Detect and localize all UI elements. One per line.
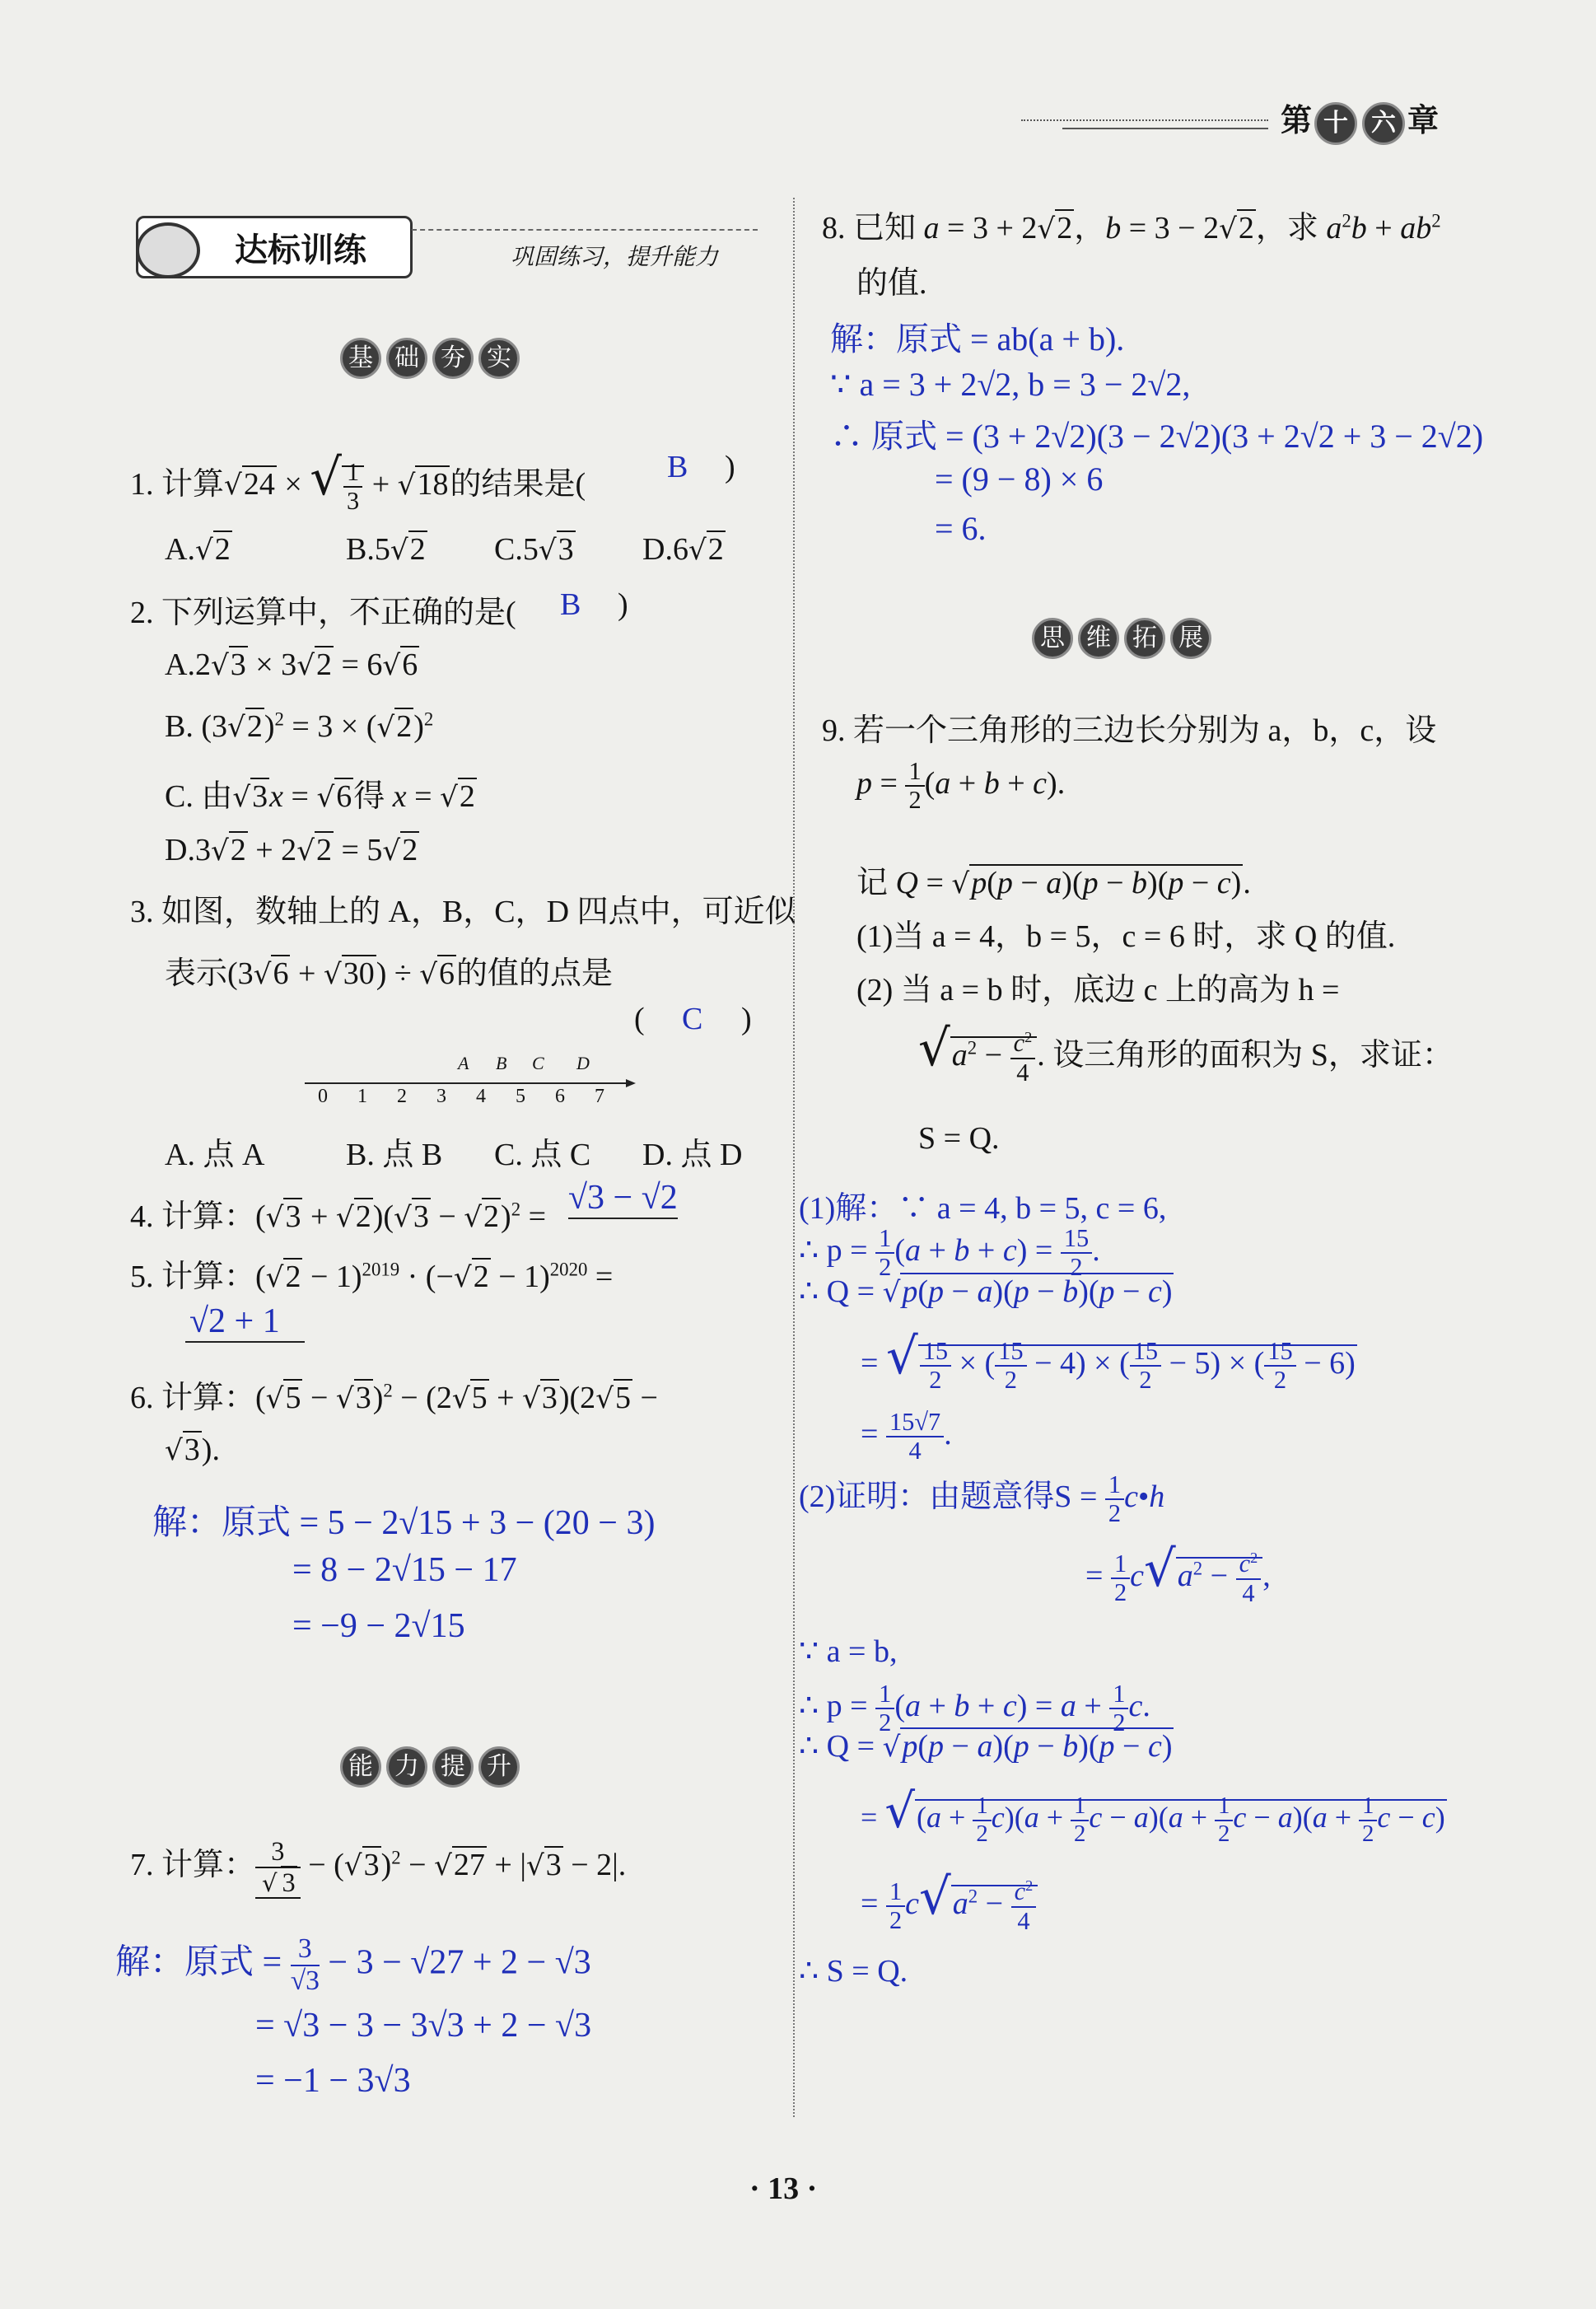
q6-sol-3: = −9 − 2√15 [292,1607,465,1645]
q1-close: ) [725,450,735,484]
section-title: 达标训练 [235,231,366,269]
q8-sol-3: ∴ 原式 = (3 + 2√2)(3 − 2√2)(3 + 2√2 + 3 − 2√2) [830,418,1484,455]
q2-opt-c: C. 由√3x = √6得 x = √2 [165,779,475,814]
point-D: D [576,1053,590,1073]
q7-stem: 7. 计算： $\frac{3}{√ 3}$ − $(√3)^2 - √27 + |√3 - 2|$. [130,1837,626,1899]
q1-answer: B [667,450,688,484]
q1-opt-a: A.√2 [165,532,231,567]
q9-sol-6: (2)证明：由题意得S = $\frac{1}{2}$ c•h [799,1470,1165,1528]
axis-4: 4 [476,1086,486,1107]
q2-opt-b: B. $(3√2)^2 = 3 \times (√2)^2$ [165,708,434,744]
q9-line7: S = Q. [918,1121,1000,1156]
q9-line2: p = $\frac{1}{2}$ (a + b + c). [856,757,1066,815]
q9-line4: (1)当 a = 4，b = 5，c = 6 时，求 Q 的值. [856,919,1396,954]
axis-5: 5 [516,1086,525,1107]
book-icon [136,222,200,278]
q3-opt-d: D. 点 D [642,1138,743,1172]
q5-stem: 5. 计算：$(√2 - 1)^{2019} \cdot (-√2 - 1)^{2020}$ = [130,1259,614,1294]
q9-sol-3: ∴ Q = √p(p − a)(p − b)(p − c) [799,1274,1173,1309]
axis-2: 2 [397,1086,407,1107]
q4-answer: √3 − √2 [568,1178,678,1219]
q2-stem: 2. 下列运算中，不正确的是( [130,596,516,630]
heading-basic: 基 础 夯 实 [338,338,522,379]
number-line [296,1046,642,1112]
q5-answer: √2 + 1 [185,1302,305,1343]
q1-opt-c: C.5√3 [494,532,574,567]
q7-sol-2: = √3 − 3 − 3√3 + 2 − √3 [255,2007,592,2045]
q3-answer: C [682,1002,703,1036]
axis-3: 3 [436,1086,446,1107]
q9-line1: 9. 若一个三角形的三边长分别为 a，b，c，设 [822,713,1437,748]
q1-opt-b: B.5√2 [346,532,426,567]
q8-sol-1: 解：原式 = ab(a + b). [830,320,1125,358]
q9-line3: 记 Q = √p(p − a)(p − b)(p − c). [856,866,1251,900]
q7-sol-1: 解：原式 = $\frac{3}{√3}$ − 3 − √27 + 2 − √3 [115,1933,591,1996]
q9-sol-13: ∴ S = Q. [799,1954,908,1989]
q3-opt-a: A. 点 A [165,1138,265,1172]
q9-sol-4: = √ $\frac{15}{2}$ × ( $\frac{15}{2}$ − 4) × ( $\frac{15}{2}$ − 5) × ( $\frac{15}{2}$ − 6) [861,1328,1356,1395]
page-number: · 13 · [749,2171,818,2206]
q6-sol-1: 解：原式 = 5 − 2√15 + 3 − (20 − 3) [152,1504,656,1542]
q9-sol-12: = $\frac{1}{2}$ $c√a^2$ − $\frac{c^2}{4}$ [861,1868,1038,1935]
q6-stem: 6. 计算：$(√5 - √3)^2 - (2√5 + √3)(2√5$ − [130,1380,658,1415]
q9-line6: $√a^2$ − $\frac{c^2}{4}$ . 设三角形的面积为 S，求证： [918,1020,1454,1087]
q7-sol-3: = −1 − 3√3 [255,2062,411,2100]
axis-6: 6 [555,1086,565,1107]
q8-stem-2: 的值. [856,266,927,301]
q9-sol-7: = $\frac{1}{2}$ $c√a^2$ − $\frac{c^2}{4}$ , [1085,1540,1271,1607]
q1-stem: 1. 计算√24 × √ $\frac{1}{3}$ + √18的结果是( [130,449,586,516]
q8-sol-4: = (9 − 8) × 6 [935,460,1104,498]
q8-sol-2: ∵ a = 3 + 2√2, b = 3 − 2√2, [830,366,1191,403]
q3-opt-b: B. 点 B [346,1138,443,1172]
q9-sol-9: ∴ p = $\frac{1}{2}$ (a + b + c) = a + $\frac{1}{2}$ c. [799,1680,1150,1737]
q3-opt-c: C. 点 C [494,1138,591,1172]
q4-stem: 4. 计算：$(√3 + √2)(√3 - √2)^2$ = [130,1199,547,1234]
q6-sol-2: = 8 − 2√15 − 17 [292,1551,517,1589]
q9-sol-11: = √(a + $\frac{1}{2}$ c)(a + $\frac{1}{2}$ c − a)(a + $\frac{1}{2}$ c − a)(a + $\frac{1}{2}$ c − c) [861,1783,1445,1847]
q3-paren-open: ( [634,1002,645,1036]
q9-sol-5: = $\frac{15√7}{4}$ . [861,1408,952,1465]
q2-answer: B [560,587,581,622]
q2-opt-a: A.2√3 × 3√2 = 6√6 [165,647,418,682]
q9-line5: (2) 当 a = b 时，底边 c 上的高为 h = [856,973,1340,1007]
section-subtitle: 巩固练习，提升能力 [511,245,719,270]
q6-stem-2: √3). [165,1433,220,1467]
q9-sol-2: ∴ p = $\frac{1}{2}$ (a + b + c) = $\frac{15}{2}$ . [799,1224,1100,1282]
axis-7: 7 [595,1086,604,1107]
heading-ability: 能 力 提 升 [338,1746,522,1788]
q3-line2: 表示(3√6 + √30) ÷ √6的值的点是 [165,956,614,991]
q8-stem: 8. 已知 a = 3 + 2√2，b = 3 − 2√2，求 $a^2b + ab^2$ [822,210,1441,245]
point-B: B [496,1053,507,1073]
heading-think: 思 维 拓 展 [1029,618,1214,659]
point-A: A [458,1053,469,1073]
q9-sol-8: ∵ a = b, [799,1634,898,1669]
axis-0: 0 [318,1086,328,1107]
chapter-label: 第 十 六 章 [1281,95,1439,145]
point-C: C [532,1053,544,1073]
q2-opt-d: D.3√2 + 2√2 = 5√2 [165,833,418,867]
axis-1: 1 [357,1086,367,1107]
q9-sol-10: ∴ Q = √p(p − a)(p − b)(p − c) [799,1729,1173,1764]
q3-paren-close: ) [741,1002,752,1036]
q8-sol-5: = 6. [935,510,987,547]
q3-line1: 3. 如图，数轴上的 A，B，C，D 四点中，可近似 [130,895,796,929]
q2-close: ) [618,587,628,622]
column-divider [793,198,795,2117]
q9-sol-1: (1)解：∵ a = 4, b = 5, c = 6, [799,1191,1167,1226]
q1-opt-d: D.6√2 [642,532,724,567]
